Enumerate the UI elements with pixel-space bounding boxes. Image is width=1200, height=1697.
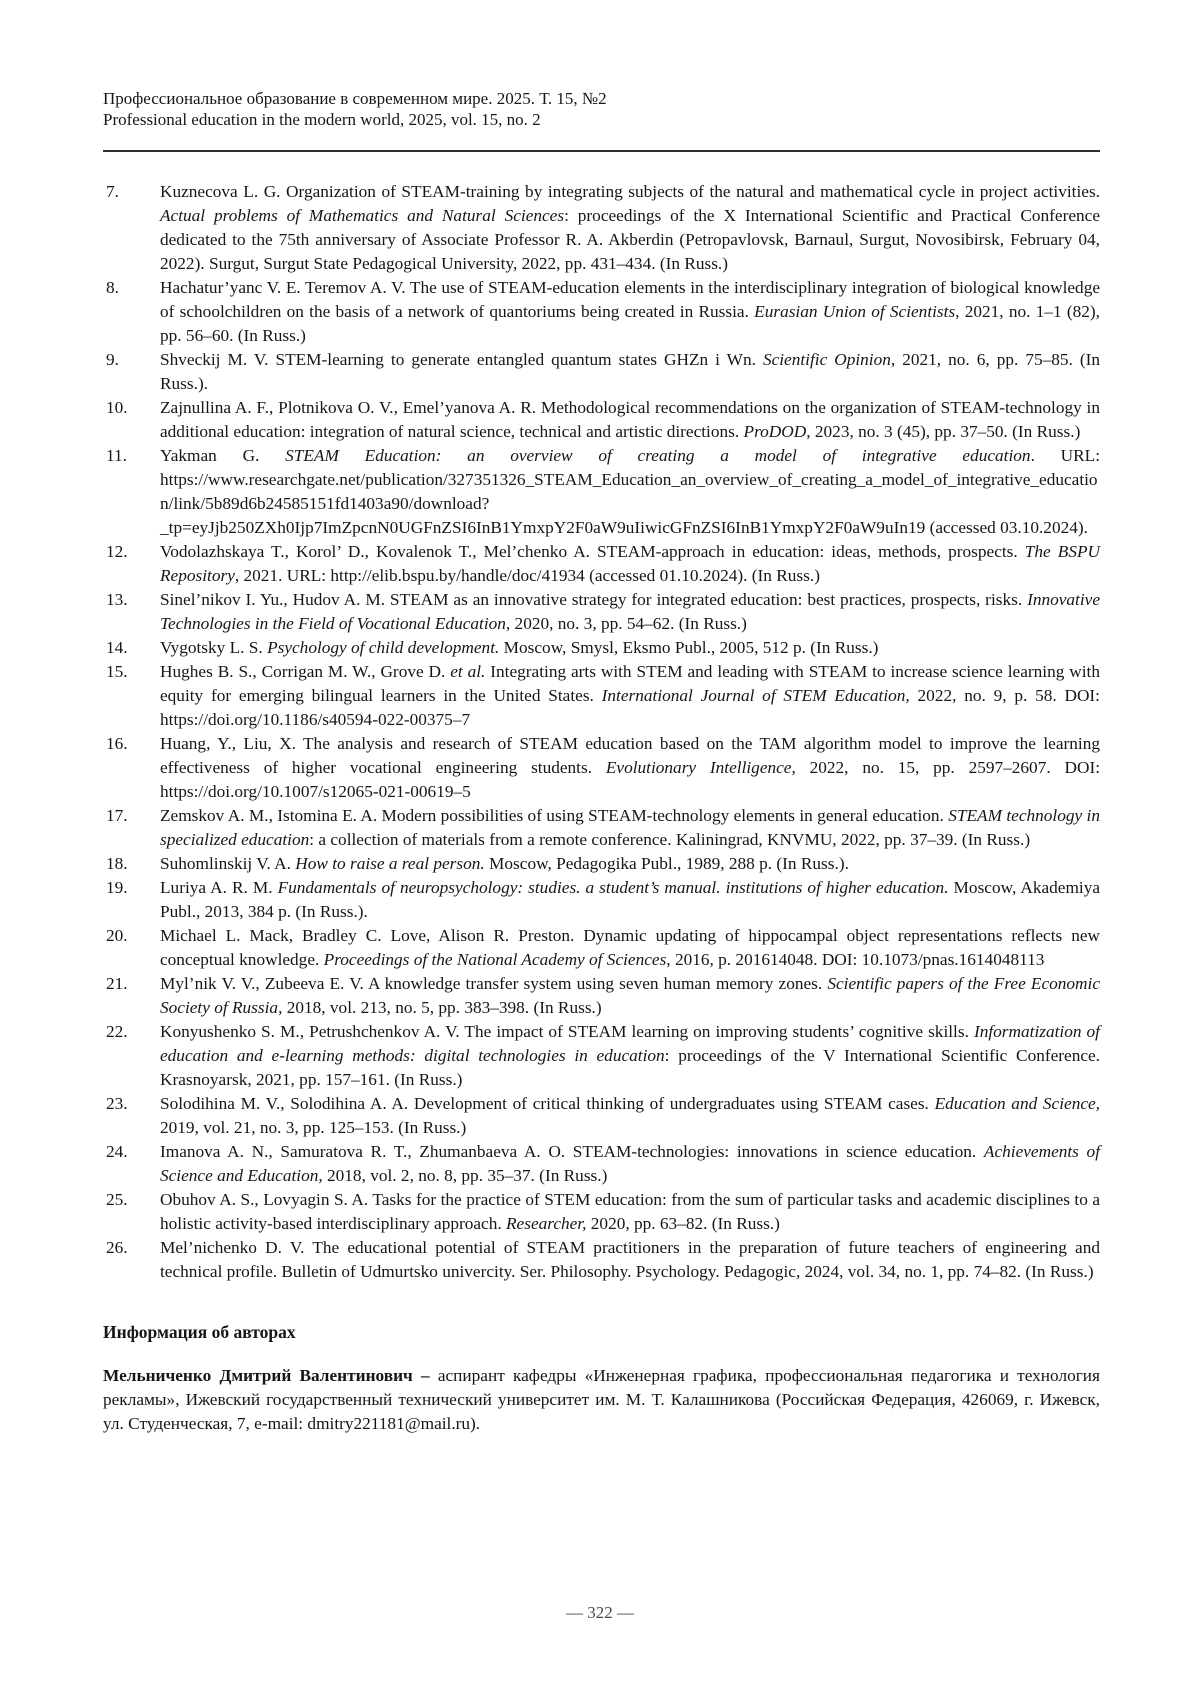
reference-text bbox=[160, 1142, 1100, 1185]
reference-number: 21. bbox=[106, 974, 128, 993]
reference-number: 26. bbox=[106, 1238, 128, 1257]
reference-text-segment: Vodolazhskaya T., Korol’ D., Kovalenok T., Mel’chenko A. STEAM-approach in education: ideas, methods, prospects. bbox=[160, 542, 1025, 561]
reference-text-segment: Hachatur’yanc V. E. Teremov A. V. The use of STEAM-education elements in the interdisciplinary integration of biological knowledge of schoolchildren on the basis of a network of quantoriums being created in Russia. bbox=[160, 278, 1100, 321]
reference-item bbox=[103, 804, 1100, 852]
reference-item bbox=[103, 972, 1100, 1020]
reference-text-segment: 2022, no. 9, p. 58. DOI: https://doi.org/10.1186/s40594-022-00375–7 bbox=[160, 686, 1100, 729]
reference-text-segment: , 2023, no. 3 (45), pp. 37–50. (In Russ.) bbox=[806, 422, 1081, 441]
reference-source-italic: STEAM technology in specialized education bbox=[160, 806, 1100, 849]
reference-number: 20. bbox=[106, 926, 128, 945]
reference-item bbox=[103, 636, 1100, 660]
reference-text bbox=[160, 878, 1100, 921]
reference-text-segment: 2018, vol. 2, no. 8, pp. 35–37. (In Russ.) bbox=[322, 1166, 608, 1185]
reference-text bbox=[160, 1094, 1100, 1137]
reference-item bbox=[103, 588, 1100, 636]
reference-source-italic: Informatization of education and e-learning methods: digital technologies in education bbox=[160, 1022, 1100, 1065]
reference-text-segment: : proceedings of the V International Scientific Conference. Krasnoyarsk, 2021, pp. 157–161. (In Russ.) bbox=[160, 1046, 1100, 1089]
reference-source-italic: Innovative Technologies in the Field of Vocational Education bbox=[160, 590, 1100, 633]
author-info-paragraph bbox=[103, 1364, 1100, 1436]
reference-text-segment: Zemskov A. M., Istomina E. A. Modern possibilities of using STEAM-technology elements in general education. bbox=[160, 806, 949, 825]
reference-text-segment: 2022, no. 15, pp. 2597–2607. DOI: https://doi.org/10.1007/s12065-021-00619–5 bbox=[160, 758, 1100, 801]
reference-text bbox=[160, 1190, 1100, 1233]
reference-item bbox=[103, 852, 1100, 876]
reference-source-italic: Scientific papers of the Free Economic Society of Russia, bbox=[160, 974, 1100, 1017]
reference-text-segment: Moscow, Akademiya Publ., 2013, 384 p. (In Russ.). bbox=[160, 878, 1101, 921]
reference-source-italic: Eurasian Union of Scientists bbox=[754, 302, 956, 321]
reference-text bbox=[160, 926, 1100, 969]
reference-text bbox=[160, 734, 1100, 801]
journal-title-ru: Профессиональное образование в современном мире. 2025. Т. 15, №2 bbox=[103, 89, 607, 108]
reference-number: 22. bbox=[106, 1022, 128, 1041]
reference-text-segment: , 2021, no. 6, pp. 75–85. (In Russ.). bbox=[160, 350, 1101, 393]
reference-number: 15. bbox=[106, 662, 128, 681]
reference-item bbox=[103, 540, 1100, 588]
reference-text-segment: 2020, pp. 63–82. (In Russ.) bbox=[586, 1214, 780, 1233]
reference-text bbox=[160, 1238, 1100, 1281]
reference-source-italic: ProDOD bbox=[743, 422, 807, 441]
reference-number: 9. bbox=[106, 350, 119, 369]
reference-text-segment: Imanova A. N., Samuratova R. T., Zhumanbaeva A. O. STEAM-technologies: innovations in science education. bbox=[160, 1142, 984, 1161]
reference-text bbox=[160, 278, 1100, 345]
reference-source-italic: Education and Science, bbox=[934, 1094, 1100, 1113]
reference-text-segment: 2018, vol. 213, no. 5, pp. 383–398. (In Russ.) bbox=[282, 998, 602, 1017]
reference-item bbox=[103, 660, 1100, 732]
reference-text-segment: Solodihina M. V., Solodihina A. A. Development of critical thinking of undergraduates using STEAM cases. bbox=[160, 1094, 935, 1113]
journal-title-en: Professional education in the modern world, 2025, vol. 15, no. 2 bbox=[103, 110, 541, 129]
reference-item bbox=[103, 444, 1100, 540]
references-list bbox=[103, 180, 1100, 1284]
reference-source-italic: Proceedings of the National Academy of Sciences bbox=[323, 950, 667, 969]
reference-text-segment: Moscow, Smysl, Eksmo Publ., 2005, 512 p. (In Russ.) bbox=[499, 638, 879, 657]
reference-item bbox=[103, 1236, 1100, 1284]
reference-text-segment: Vygotsky L. S. bbox=[160, 638, 268, 657]
reference-text-segment: : a collection of materials from a remote conference. Kaliningrad, KNVMU, 2022, pp. 37–39. (In Russ.) bbox=[309, 830, 1031, 849]
reference-item bbox=[103, 924, 1100, 972]
reference-text bbox=[160, 446, 1100, 537]
reference-number: 13. bbox=[106, 590, 128, 609]
reference-text bbox=[160, 350, 1100, 393]
reference-item bbox=[103, 876, 1100, 924]
reference-text-segment: Konyushenko S. M., Petrushchenkov A. V. The impact of STEAM learning on improving students’ cognitive skills. bbox=[160, 1022, 974, 1041]
reference-text-segment: Myl’nik V. V., Zubeeva E. V. A knowledge transfer system using seven human memory zones. bbox=[160, 974, 828, 993]
reference-number: 7. bbox=[106, 182, 119, 201]
reference-text bbox=[160, 182, 1100, 273]
reference-source-italic: Achievements of Science and Education, bbox=[160, 1142, 1100, 1185]
reference-source-italic: Evolutionary Intelligence, bbox=[605, 758, 796, 777]
reference-text bbox=[160, 662, 1100, 729]
reference-item bbox=[103, 180, 1100, 276]
reference-item bbox=[103, 1188, 1100, 1236]
reference-number: 11. bbox=[106, 446, 127, 465]
reference-number: 25. bbox=[106, 1190, 128, 1209]
reference-text-segment: Obuhov A. S., Lovyagin S. A. Tasks for the practice of STEM education: from the sum of particular tasks and academic disciplines to a holistic activity-based interdisciplinary approach. bbox=[160, 1190, 1100, 1233]
reference-item bbox=[103, 1020, 1100, 1092]
reference-item bbox=[103, 348, 1100, 396]
reference-text-segment: Hughes B. S., Corrigan M. W., Grove D. bbox=[160, 662, 451, 681]
page-footer bbox=[0, 1603, 1200, 1697]
reference-source-italic: Actual problems of Mathematics and Natural Sciences bbox=[160, 206, 565, 225]
author-details: аспирант кафедры «Инженерная графика, профессиональная педагогика и технология рекламы», Ижевский государственный технический университет им. М. Т. Калашникова (Российская Федерация, 426069, г. Ижевск, ул. Студенческая, 7, e-mail: dmitry221181@mail.ru). bbox=[103, 1366, 1100, 1433]
reference-item bbox=[103, 732, 1100, 804]
reference-text-segment: Luriya A. R. M. bbox=[160, 878, 278, 897]
journal-header bbox=[103, 88, 1100, 130]
reference-text bbox=[160, 806, 1100, 849]
reference-number: 8. bbox=[106, 278, 119, 297]
reference-text-segment: Suhomlinskij V. A. bbox=[160, 854, 296, 873]
reference-source-italic: The BSPU Repository bbox=[160, 542, 1100, 585]
reference-text-segment: , 2021. URL: http://elib.bspu.by/handle/doc/41934 (accessed 01.10.2024). (In Russ.) bbox=[234, 566, 820, 585]
reference-text-segment: Moscow, Pedagogika Publ., 1989, 288 p. (In Russ.). bbox=[484, 854, 849, 873]
reference-text-segment: Integrating arts with STEM and leading with STEAM to increase science learning with equity for emerging bilingual learners in the United States. bbox=[160, 662, 1100, 705]
reference-text-segment: Michael L. Mack, Bradley C. Love, Alison R. Preston. Dynamic updating of hippocampal object representations reflects new conceptual knowledge. bbox=[160, 926, 1100, 969]
reference-text bbox=[160, 590, 1100, 633]
reference-number: 19. bbox=[106, 878, 128, 897]
reference-source-italic: et al. bbox=[450, 662, 486, 681]
reference-number: 10. bbox=[106, 398, 128, 417]
header-divider bbox=[103, 150, 1100, 152]
reference-source-italic: STEAM Education: an overview of creating a model of integrative education bbox=[285, 446, 1031, 465]
reference-text-segment: Yakman G. bbox=[160, 446, 286, 465]
reference-source-italic: Psychology of child development. bbox=[267, 638, 500, 657]
reference-number: 23. bbox=[106, 1094, 128, 1113]
reference-text-segment: Sinel’nikov I. Yu., Hudov A. M. STEAM as an innovative strategy for integrated education: best practices, prospects, risks. bbox=[160, 590, 1028, 609]
reference-text-segment: : proceedings of the X International Scientific and Practical Conference dedicated to the 75th anniversary of Associate Professor R. A. Akberdin (Petropavlovsk, Barnaul, Surgut, Novosibirsk, February 04, 2022). Surgut, Surgut State Pedagogical University, 2022, pp. 431–434. (In Russ.) bbox=[160, 206, 1100, 273]
reference-number: 14. bbox=[106, 638, 128, 657]
reference-text-segment: . URL: https://www.researchgate.net/publication/327351326_STEAM_Education_an_overview_of_creating_a_model_of_integrative_education/link/5b89d6b24585151fd1403a90/download?_tp=eyJjb250ZXh0Ijp7ImZpcnN0UGFnZSI6InB1YmxpY2F0aW9uIiwicGFnZSI6InB1YmxpY2F0aW9uIn19 (accessed 03.10.2024). bbox=[160, 446, 1100, 537]
reference-source-italic: Researcher, bbox=[506, 1214, 587, 1233]
reference-item bbox=[103, 1140, 1100, 1188]
reference-text bbox=[160, 854, 849, 873]
reference-text bbox=[160, 638, 878, 657]
reference-item bbox=[103, 396, 1100, 444]
reference-number: 24. bbox=[106, 1142, 128, 1161]
reference-text bbox=[160, 398, 1100, 441]
authors-section-heading: Информация об авторах bbox=[103, 1322, 296, 1342]
reference-text-segment: 2019, vol. 21, no. 3, pp. 125–153. (In Russ.) bbox=[160, 1118, 467, 1137]
page-number: — 322 — bbox=[566, 1603, 634, 1622]
reference-source-italic: How to raise a real person. bbox=[295, 854, 485, 873]
reference-text-segment: , 2016, p. 201614048. DOI: 10.1073/pnas.1614048113 bbox=[666, 950, 1045, 969]
reference-text-segment: Mel’nichenko D. V. The educational potential of STEAM practitioners in the preparation of future teachers of engineering and technical profile. Bulletin of Udmurtsko univercity. Ser. Philosophy. Psychology. Pedagogic, 2024, vol. 34, no. 1, pp. 74–82. (In Russ.) bbox=[160, 1238, 1100, 1281]
reference-text-segment: Zajnullina A. F., Plotnikova O. V., Emel’yanova A. R. Methodological recommendations on the organization of STEAM-technology in additional education: integration of natural science, technical and artistic directions. bbox=[160, 398, 1100, 441]
reference-number: 16. bbox=[106, 734, 128, 753]
reference-source-italic: International Journal of STEM Education, bbox=[601, 686, 910, 705]
reference-number: 17. bbox=[106, 806, 128, 825]
reference-text bbox=[160, 542, 1100, 585]
reference-number: 18. bbox=[106, 854, 128, 873]
reference-number: 12. bbox=[106, 542, 128, 561]
reference-text bbox=[160, 974, 1100, 1017]
author-name: Мельниченко Дмитрий Валентинович – bbox=[103, 1366, 430, 1385]
reference-source-italic: Scientific Opinion bbox=[762, 350, 891, 369]
reference-item bbox=[103, 1092, 1100, 1140]
reference-item bbox=[103, 276, 1100, 348]
reference-text-segment: , 2021, no. 1–1 (82), pp. 56–60. (In Russ.) bbox=[160, 302, 1100, 345]
reference-text-segment: , 2020, no. 3, pp. 54–62. (In Russ.) bbox=[505, 614, 747, 633]
reference-text bbox=[160, 1022, 1100, 1089]
reference-source-italic: Fundamentals of neuropsychology: studies. a student’s manual. institutions of higher education. bbox=[277, 878, 949, 897]
reference-text-segment: Kuznecova L. G. Organization of STEAM-training by integrating subjects of the natural and mathematical cycle in project activities. bbox=[160, 182, 1100, 201]
reference-text-segment: Huang, Y., Liu, X. The analysis and research of STEAM education based on the TAM algorithm model to improve the learning effectiveness of higher vocational engineering students. bbox=[160, 734, 1100, 777]
reference-text-segment: Shveckij M. V. STEM-learning to generate entangled quantum states GHZn i Wn. bbox=[160, 350, 763, 369]
